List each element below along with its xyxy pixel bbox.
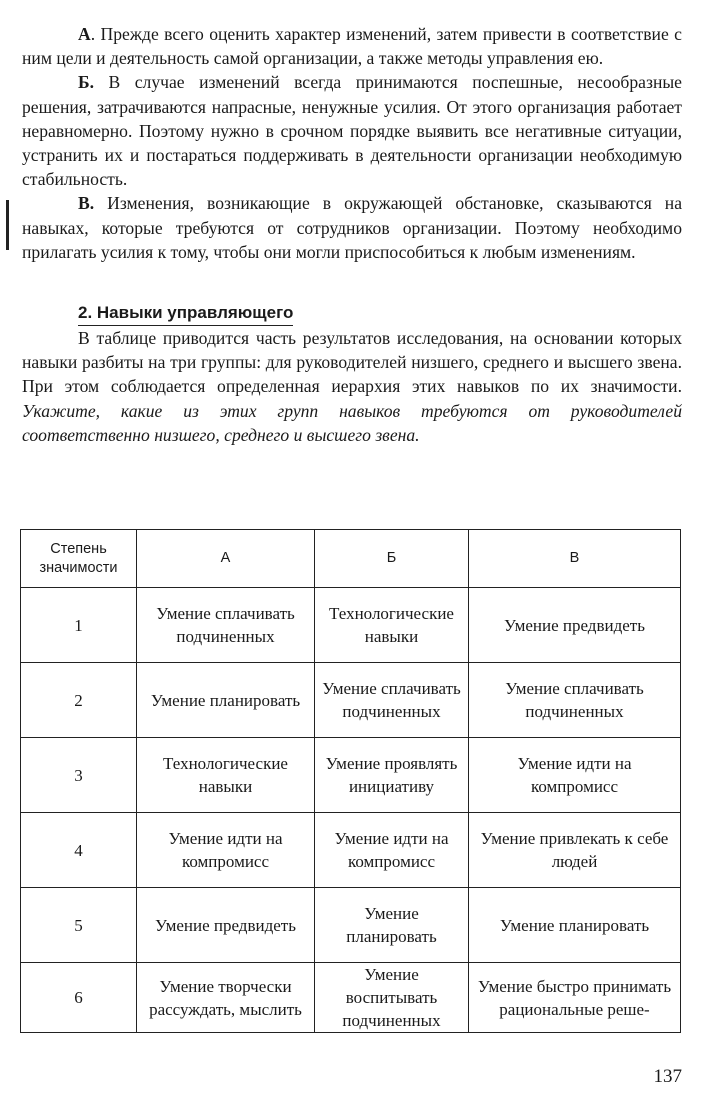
answer-option-a <box>22 22 682 70</box>
header-group-c: В <box>469 530 681 588</box>
table-row <box>21 888 681 963</box>
table-row <box>21 738 681 813</box>
option-text-c: Изменения, возникающие в окружающей обстановке, сказываются на навыках, которые требуются от сотрудников организации. Поэтому необходимо прилагать усилия к тому, чтобы они могли приспособиться к любым изменениям. <box>22 193 682 262</box>
row-rank: 3 <box>21 738 137 813</box>
answer-option-b <box>22 70 682 191</box>
cell-group-c: Умение быстро принимать рациональные реше- <box>469 963 681 1033</box>
row-rank: 1 <box>21 588 137 663</box>
row-rank: 2 <box>21 663 137 738</box>
cell-group-c: Умение предвидеть <box>469 588 681 663</box>
cell-group-a: Умение планировать <box>137 663 315 738</box>
header-group-a: А <box>137 530 315 588</box>
header-importance: Степень значимости <box>21 530 137 588</box>
cell-group-b: Умение планировать <box>315 888 469 963</box>
table-row <box>21 663 681 738</box>
table-row <box>21 588 681 663</box>
section-task-text: Укажите, какие из этих групп навыков требуются от руководителей соответственно низшего, среднего и высшего звена. <box>22 400 682 445</box>
margin-mark <box>6 200 9 250</box>
cell-group-c: Умение сплачивать подчиненных <box>469 663 681 738</box>
section-intro-text: В таблице приводится часть результатов исследования, на основании которых навыки разбиты на три группы: для руководителей низшего, среднего и высшего звена. При этом соблюдается определенная иерархия этих навыков по их значимости. <box>22 328 682 397</box>
cell-group-b: Умение воспитывать подчиненных <box>315 963 469 1033</box>
row-rank: 5 <box>21 888 137 963</box>
cell-group-b: Умение проявлять инициативу <box>315 738 469 813</box>
cell-group-c: Умение идти на компромисс <box>469 738 681 813</box>
page-number: 137 <box>653 1066 682 1087</box>
cell-group-c: Умение привлекать к себе людей <box>469 813 681 888</box>
cell-group-a: Умение сплачивать подчиненных <box>137 588 315 663</box>
skills-table <box>20 529 681 1033</box>
table-row <box>21 963 681 1033</box>
option-label-c: В. <box>78 193 95 214</box>
header-group-b: Б <box>315 530 469 588</box>
row-rank: 6 <box>21 963 137 1033</box>
option-label-a: А <box>78 24 91 44</box>
cell-group-a: Умение предвидеть <box>137 888 315 963</box>
table-row <box>21 813 681 888</box>
cell-group-b: Умение сплачивать подчиненных <box>315 663 469 738</box>
cell-group-a: Умение творчески рассуждать, мыслить <box>137 963 315 1033</box>
cell-group-b: Умение идти на компромисс <box>315 813 469 888</box>
section-heading: 2. Навыки управляющего <box>78 302 293 326</box>
page-body <box>22 22 682 447</box>
cell-group-c: Умение планировать <box>469 888 681 963</box>
option-text-a: . Прежде всего оценить характер изменений, затем привести в соответствие с ним цели и деятельность самой организации, а также методы управления ею. <box>22 24 682 69</box>
section-intro <box>22 326 682 447</box>
cell-group-a: Умение идти на компромисс <box>137 813 315 888</box>
option-label-b: Б. <box>78 72 95 93</box>
cell-group-b: Технологические навыки <box>315 588 469 663</box>
cell-group-a: Технологические навыки <box>137 738 315 813</box>
row-rank: 4 <box>21 813 137 888</box>
option-text-b: В случае изменений всегда принимаются поспешные, несообразные решения, затрачиваются напрасные, ненужные усилия. От этого организация работает неравномерно. Поэтому нужно в срочном порядке выявить все негативные ситуации, устранить их и постараться поддерживать в деятельности организации необходимую стабильность. <box>22 72 682 190</box>
answer-option-c <box>22 191 682 264</box>
table-header-row <box>21 530 681 588</box>
